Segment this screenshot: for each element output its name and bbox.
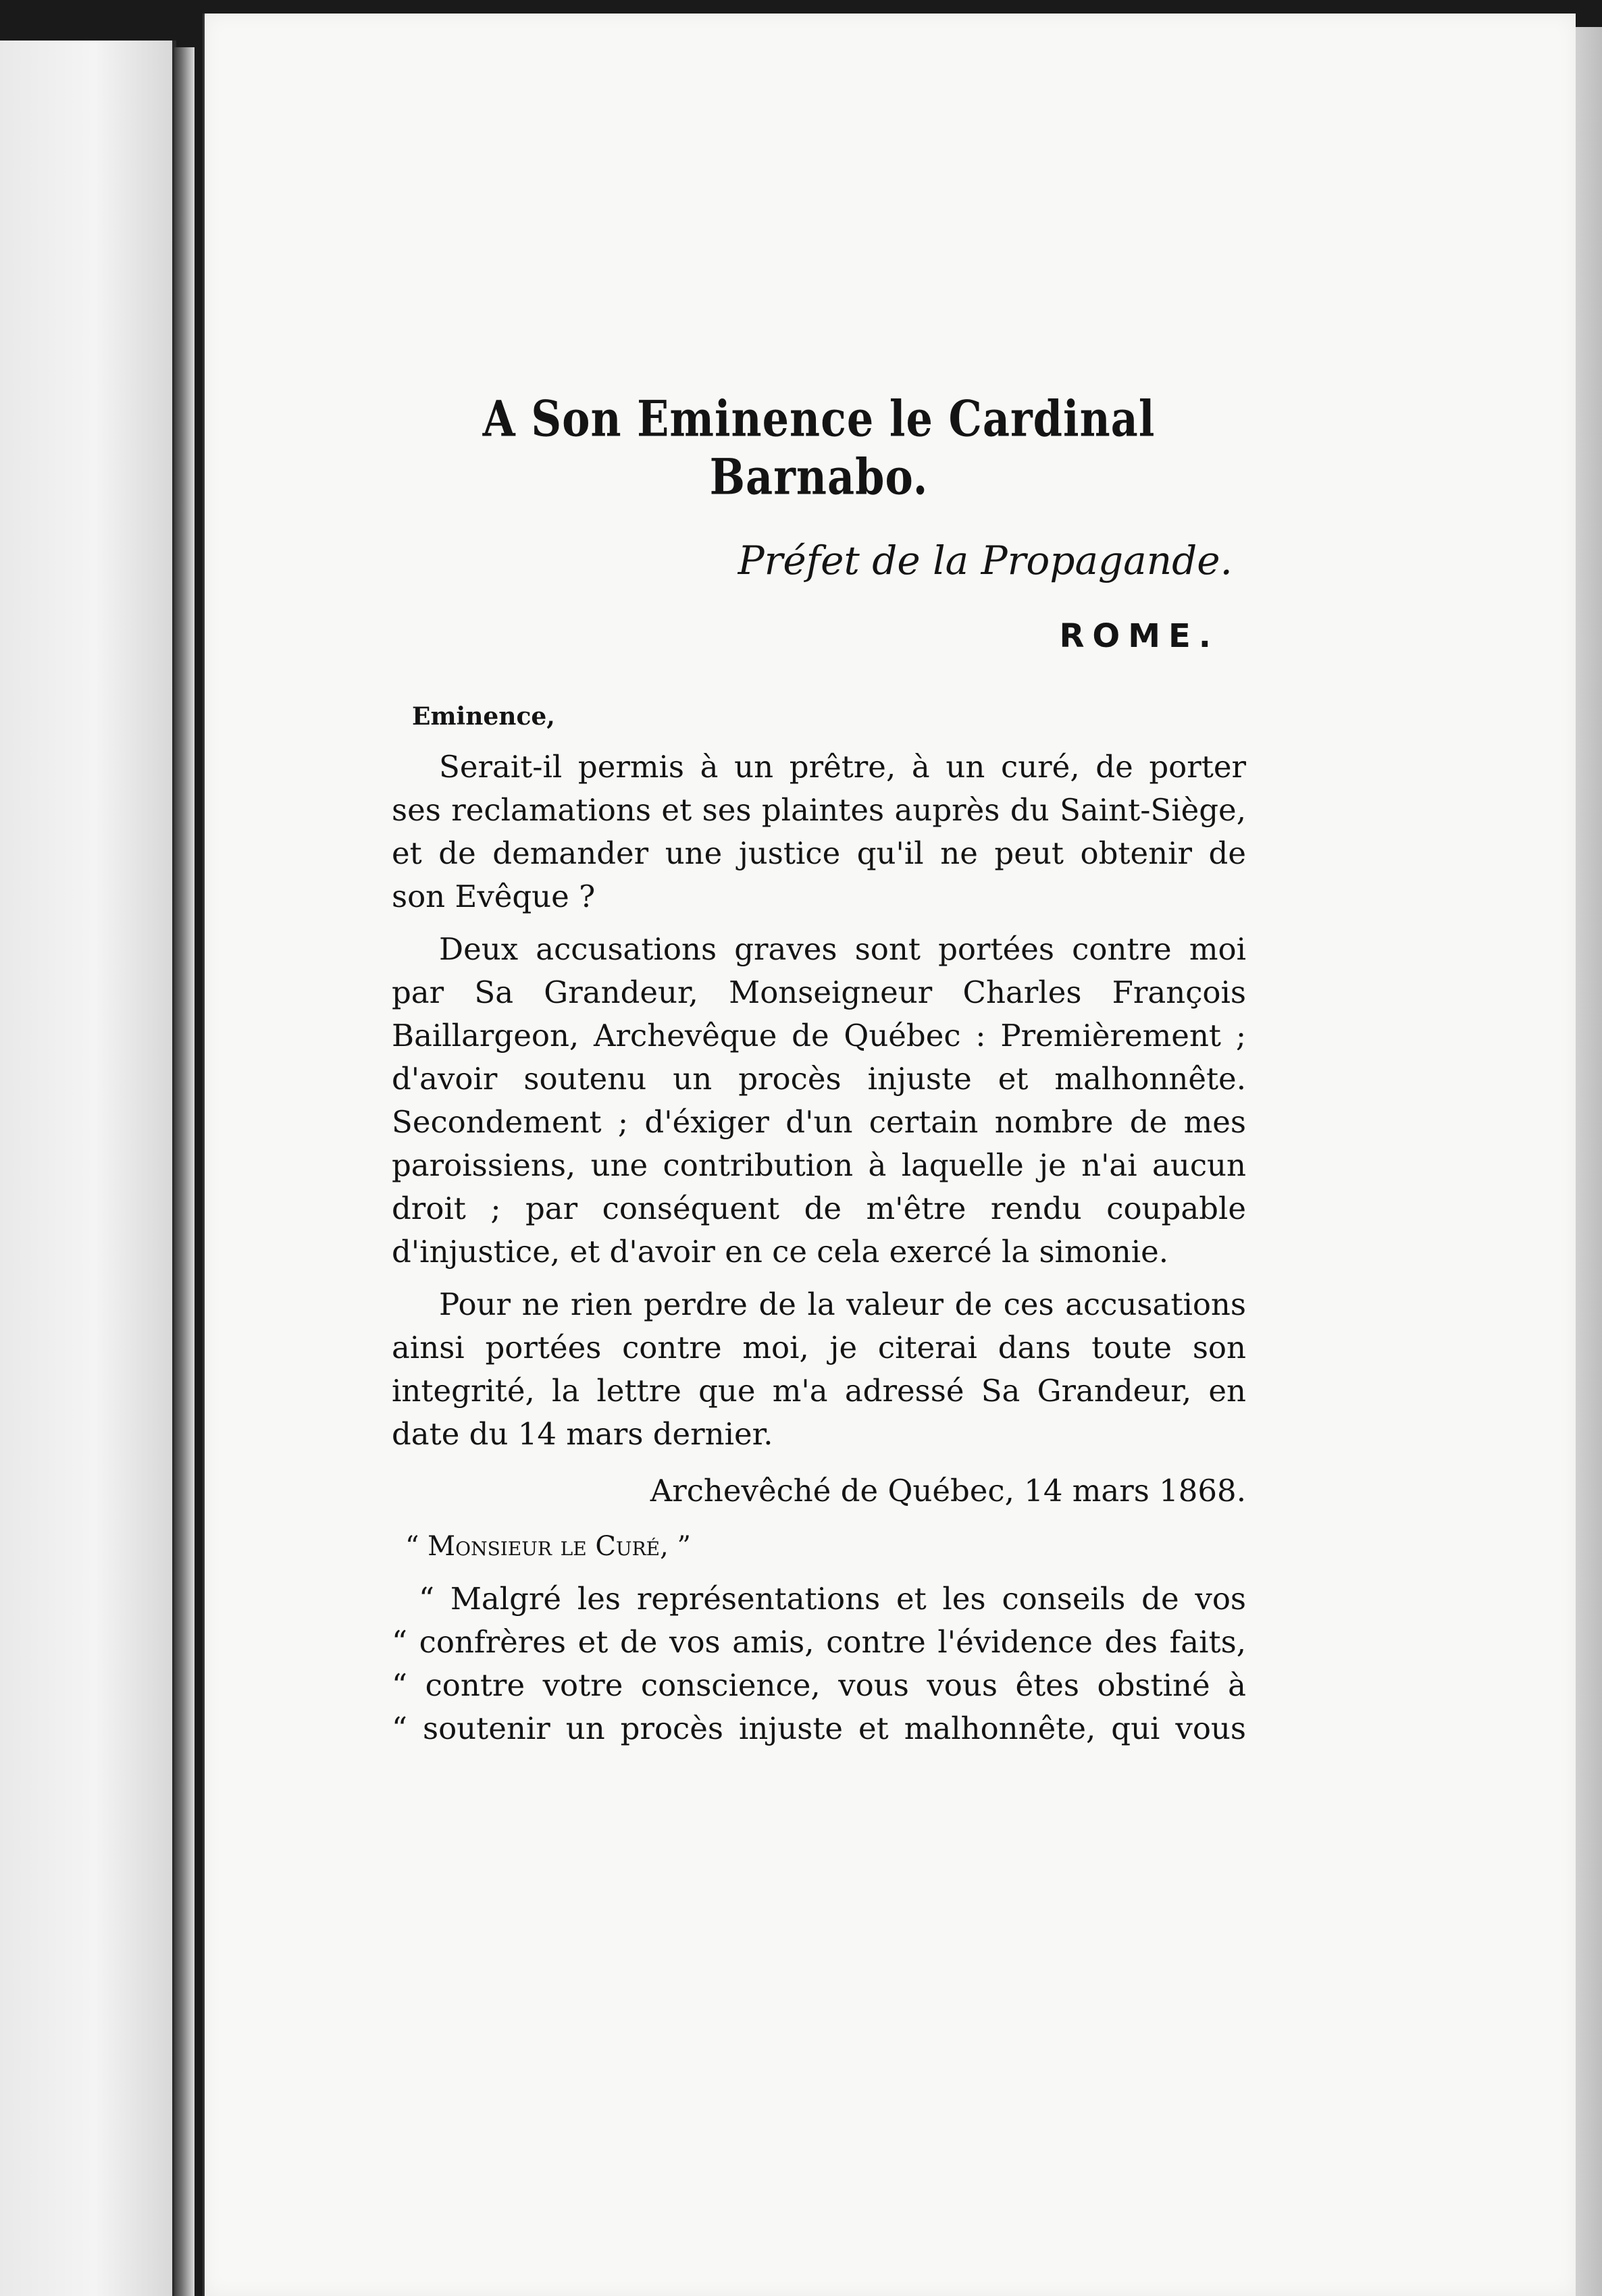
- letter-title: A Son Eminence le Cardinal Barnabo.: [482, 389, 1156, 506]
- quoted-letter-line: “ soutenir un procès injuste et malhonnête, qui vous: [392, 1711, 1246, 1746]
- letter-body: [392, 389, 1246, 1750]
- salutation: Eminence,: [412, 702, 555, 731]
- quoted-letter-address: “ Monsieur le Curé, ”: [405, 1531, 692, 1562]
- quoted-letter-line: “ contre votre conscience, vous vous êtes obstiné à: [392, 1667, 1246, 1703]
- quoted-letter-line: “ confrères et de vos amis, contre l'évidence des faits,: [392, 1624, 1246, 1660]
- previous-page-edge: [0, 41, 176, 2296]
- recipient-role: Préfet de la Propagande.: [738, 538, 1233, 583]
- quoted-letter-line: “ Malgré les représentations et les conseils de vos: [419, 1581, 1246, 1617]
- paragraph: Serait-il permis à un prêtre, à un curé, de porter ses reclamations et ses plaintes auprès du Saint-Siège, et de demander une justice qu'il ne peut obtenir de son Evêque ?: [392, 749, 1246, 914]
- recipient-city: ROME.: [1059, 617, 1219, 655]
- book-gutter: [174, 47, 195, 2296]
- quoted-letter-dateline: Archevêché de Québec, 14 mars 1868.: [650, 1473, 1246, 1509]
- paragraph: Pour ne rien perdre de la valeur de ces accusations ainsi portées contre moi, je citerai dans toute son integrité, la lettre que m'a adressé Sa Grandeur, en date du 14 mars dernier.: [392, 1286, 1246, 1452]
- paragraph: Deux accusations graves sont portées contre moi par Sa Grandeur, Monseigneur Charles François Baillargeon, Archevêque de Québec : Premièrement ; d'avoir soutenu un procès injuste et malhonnête. Secondement ; d'éxiger d'un certain nombre de mes paroissiens, une contribution à laquelle je n'ai aucun droit ; par conséquent de m'être rendu coupable d'injustice, et d'avoir en ce cela exercé la simonie.: [392, 931, 1246, 1270]
